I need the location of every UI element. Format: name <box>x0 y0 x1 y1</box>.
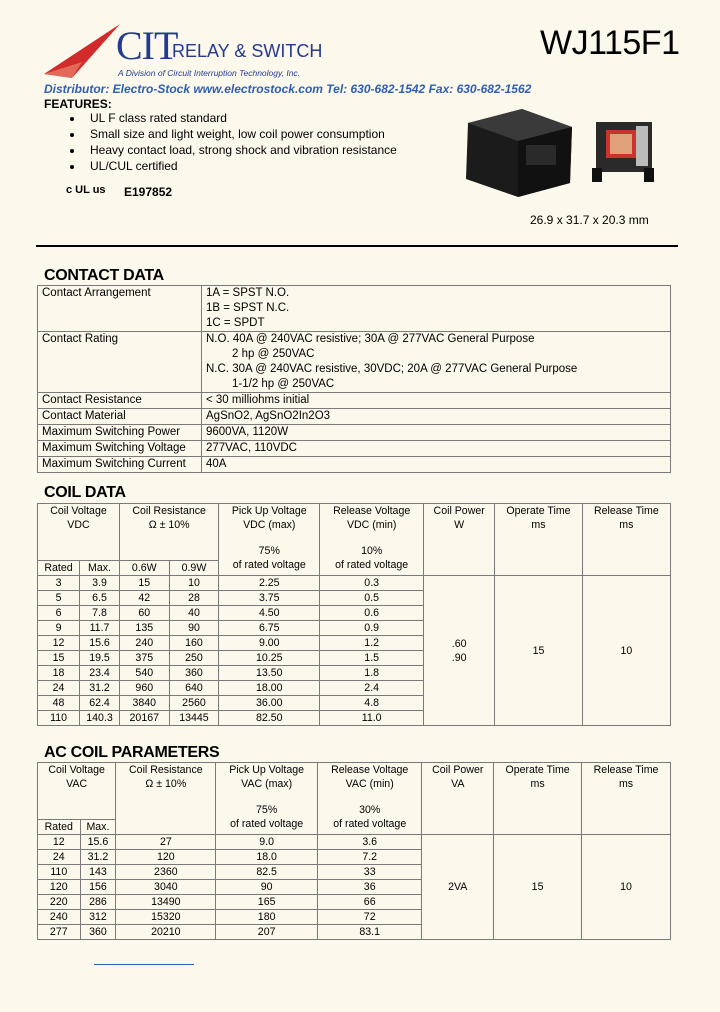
table-cell: 0.9 <box>320 621 424 636</box>
table-cell: 120 <box>38 880 81 895</box>
footer-link-line <box>94 964 194 965</box>
ac-table-body <box>38 835 671 940</box>
table-row <box>38 441 671 457</box>
cell-line: 2VA <box>448 881 468 893</box>
table-cell: 277VAC, 110VDC <box>202 441 671 457</box>
header-line: Operate Time <box>506 505 571 517</box>
table-cell: 31.2 <box>80 681 120 696</box>
table-cell: 360 <box>169 666 219 681</box>
table-row <box>38 393 671 409</box>
table-cell: 48 <box>38 696 80 711</box>
table-cell: 286 <box>80 895 116 910</box>
table-cell: 9600VA, 1120W <box>202 425 671 441</box>
table-row <box>38 425 671 441</box>
table-cell: 36.00 <box>219 696 320 711</box>
table-cell: 12 <box>38 636 80 651</box>
operate-time-cell <box>494 835 582 940</box>
header-line: VAC (max) <box>241 778 293 790</box>
coil-table-body <box>38 576 671 726</box>
table-cell: 3 <box>38 576 80 591</box>
table-cell: 40 <box>169 606 219 621</box>
table-cell: Contact Rating <box>38 332 202 393</box>
table-cell: 110 <box>38 711 80 726</box>
header-line: Coil Resistance <box>132 505 206 517</box>
table-cell: 72 <box>317 910 422 925</box>
header-cell <box>219 504 320 576</box>
table-cell: 20210 <box>116 925 216 940</box>
logo-swoosh <box>42 22 122 80</box>
table-cell: 3.6 <box>317 835 422 850</box>
logo-brand-rest: RELAY & SWITCH <box>172 41 323 61</box>
table-cell: 33 <box>317 865 422 880</box>
table-row <box>38 457 671 473</box>
header-cell: Rated <box>38 820 81 835</box>
header-cell <box>422 763 494 835</box>
header-line: VDC (min) <box>346 519 397 531</box>
table-cell: 83.1 <box>317 925 422 940</box>
contact-data-table <box>37 285 671 473</box>
table-cell: 15320 <box>116 910 216 925</box>
header-line: Coil Voltage <box>50 505 107 517</box>
header-line: ms <box>618 778 634 790</box>
table-row <box>38 332 671 393</box>
header-line: ms <box>530 778 545 790</box>
header-cell <box>38 504 120 561</box>
table-cell: 360 <box>80 925 116 940</box>
release-time-cell <box>582 835 671 940</box>
table-cell: 40A <box>202 457 671 473</box>
table-cell: 3.9 <box>80 576 120 591</box>
table-cell <box>202 332 671 393</box>
table-cell: 19.5 <box>80 651 120 666</box>
header-cell <box>582 763 671 835</box>
coil-data-title: COIL DATA <box>44 484 126 501</box>
table-cell: 120 <box>116 850 216 865</box>
contact-data-title: CONTACT DATA <box>44 267 164 284</box>
table-cell: 23.4 <box>80 666 120 681</box>
header-line: of rated voltage <box>230 818 304 830</box>
table-cell: 90 <box>216 880 318 895</box>
table-cell: 0.3 <box>320 576 424 591</box>
coil-power-cell <box>424 576 495 726</box>
header-line: ms <box>619 519 634 531</box>
table-cell: 1.2 <box>320 636 424 651</box>
dimensions: 26.9 x 31.7 x 20.3 mm <box>530 213 649 227</box>
table-cell: Maximum Switching Power <box>38 425 202 441</box>
table-cell: AgSnO2, AgSnO2In2O3 <box>202 409 671 425</box>
header-cell: Max. <box>80 820 116 835</box>
cell-line: 15 <box>531 881 544 893</box>
cell-line: .60 <box>451 637 467 650</box>
table-cell: 5 <box>38 591 80 606</box>
table-cell: 11.0 <box>320 711 424 726</box>
distributor-line: Distributor: Electro-Stock www.electrostock.com Tel: 630-682-1542 Fax: 630-682-1562 <box>44 82 532 96</box>
part-number: WJ115F1 <box>540 24 680 62</box>
table-cell: 20167 <box>119 711 169 726</box>
table-row <box>38 409 671 425</box>
table-cell: 375 <box>119 651 169 666</box>
table-cell: 42 <box>119 591 169 606</box>
header-line: VA <box>451 778 465 790</box>
table-cell: 2360 <box>116 865 216 880</box>
table-cell: 160 <box>169 636 219 651</box>
table-cell: 960 <box>119 681 169 696</box>
table-cell: 9.00 <box>219 636 320 651</box>
header-cell: 0.9W <box>169 561 219 576</box>
header-line: Coil Power <box>432 764 484 776</box>
ul-certification-mark: c UL us <box>66 184 106 196</box>
table-cell: 7.2 <box>317 850 422 865</box>
table-cell: 11.7 <box>80 621 120 636</box>
header-line: W <box>454 519 465 531</box>
table-cell: 1.5 <box>320 651 424 666</box>
ul-file-number: E197852 <box>124 185 173 199</box>
table-cell: 0.6 <box>320 606 424 621</box>
header-line: Ω ± 10% <box>148 519 190 531</box>
table-cell: 60 <box>119 606 169 621</box>
header-cell <box>495 504 582 576</box>
table-header-row <box>38 763 671 820</box>
header-line: Ω ± 10% <box>145 778 187 790</box>
table-cell: 12 <box>38 835 81 850</box>
header-line: Coil Resistance <box>129 764 203 776</box>
table-cell: 0.5 <box>320 591 424 606</box>
table-cell: 27 <box>116 835 216 850</box>
header-cell <box>317 763 422 835</box>
feature-item: • UL F class rated standard <box>84 110 397 126</box>
table-cell: 90 <box>169 621 219 636</box>
table-row <box>38 576 671 591</box>
table-cell: 3040 <box>116 880 216 895</box>
relay-photo-black <box>460 105 580 200</box>
cell-line: 1A = SPST N.O. <box>206 287 290 299</box>
header-line: Release Voltage <box>331 764 409 776</box>
table-cell: Maximum Switching Current <box>38 457 202 473</box>
header-cell <box>582 504 670 576</box>
table-cell: 240 <box>38 910 81 925</box>
header-cell <box>320 504 424 576</box>
table-cell: 540 <box>119 666 169 681</box>
table-cell: 7.8 <box>80 606 120 621</box>
table-cell: 28 <box>169 591 219 606</box>
header-line: Pick Up Voltage <box>229 764 305 776</box>
header-line: of rated voltage <box>232 559 306 571</box>
table-cell: 15 <box>38 651 80 666</box>
table-cell: Maximum Switching Voltage <box>38 441 202 457</box>
header-line: VDC <box>67 519 90 531</box>
header-line: Pick Up Voltage <box>231 505 307 517</box>
table-cell: 110 <box>38 865 81 880</box>
features-list <box>44 110 397 174</box>
table-cell: 640 <box>169 681 219 696</box>
header-cell: Rated <box>38 561 80 576</box>
table-cell: 62.4 <box>80 696 120 711</box>
cell-line: 2 hp @ 250VAC <box>232 348 315 360</box>
table-cell: 18.00 <box>219 681 320 696</box>
cell-line: .90 <box>451 651 467 664</box>
header-line: VDC (max) <box>243 519 296 531</box>
table-cell: 10 <box>169 576 219 591</box>
table-cell: 31.2 <box>80 850 116 865</box>
features-heading: FEATURES: <box>44 97 112 111</box>
header-line: 75% <box>256 804 278 816</box>
table-cell: 135 <box>119 621 169 636</box>
table-cell: 66 <box>317 895 422 910</box>
header-line: ms <box>531 519 546 531</box>
ac-coil-title: AC COIL PARAMETERS <box>44 744 220 761</box>
header-line: VAC <box>66 778 88 790</box>
header-line: Coil Power <box>433 505 485 517</box>
table-cell: 36 <box>317 880 422 895</box>
feature-item: • UL/CUL certified <box>84 158 397 174</box>
header-line: 30% <box>359 804 381 816</box>
table-cell: 6.5 <box>80 591 120 606</box>
table-cell: 18.0 <box>216 850 318 865</box>
table-cell: 13.50 <box>219 666 320 681</box>
feature-item: • Heavy contact load, strong shock and vibration resistance <box>84 142 397 158</box>
header-line: Release Time <box>593 764 659 776</box>
table-cell: 4.8 <box>320 696 424 711</box>
table-cell: 15.6 <box>80 835 116 850</box>
table-cell: 15 <box>119 576 169 591</box>
cell-line: 1B = SPST N.C. <box>206 302 290 314</box>
table-cell: 312 <box>80 910 116 925</box>
header-cell: 0.6W <box>119 561 169 576</box>
table-cell: 2.4 <box>320 681 424 696</box>
header-line: Operate Time <box>505 764 570 776</box>
table-cell: Contact Arrangement <box>38 286 202 332</box>
table-cell: 3.75 <box>219 591 320 606</box>
cell-line: 15 <box>532 644 545 657</box>
table-cell: < 30 milliohms initial <box>202 393 671 409</box>
table-cell: 24 <box>38 681 80 696</box>
table-cell: 24 <box>38 850 81 865</box>
header-cell <box>116 763 216 835</box>
logo-subtitle: A Division of Circuit Interruption Technology, Inc. <box>118 68 301 78</box>
table-cell: 13445 <box>169 711 219 726</box>
header-line: of rated voltage <box>333 818 407 830</box>
table-cell: Contact Resistance <box>38 393 202 409</box>
cell-line: N.C. 30A @ 240VAC resistive, 30VDC; 20A @ 277VAC General Purpose <box>206 363 578 375</box>
cell-line: 1-1/2 hp @ 250VAC <box>232 378 335 390</box>
table-cell: 143 <box>80 865 116 880</box>
table-header-row <box>38 504 671 561</box>
coil-data-table <box>37 503 671 726</box>
cell-line: 10 <box>620 881 632 893</box>
table-cell: 13490 <box>116 895 216 910</box>
header-line: Coil Voltage <box>48 764 105 776</box>
cell-line: 1C = SPDT <box>206 317 265 329</box>
header-line: 75% <box>258 545 280 557</box>
table-cell: 82.50 <box>219 711 320 726</box>
divider <box>36 245 678 247</box>
table-cell: Contact Material <box>38 409 202 425</box>
table-cell: 18 <box>38 666 80 681</box>
ac-coil-table <box>37 762 671 940</box>
table-row <box>38 835 671 850</box>
operate-time-cell <box>495 576 582 726</box>
feature-item: • Small size and light weight, low coil power consumption <box>84 126 397 142</box>
table-cell: 2.25 <box>219 576 320 591</box>
coil-power-cell <box>422 835 494 940</box>
table-cell: 165 <box>216 895 318 910</box>
header-cell <box>494 763 582 835</box>
cell-line: N.O. 40A @ 240VAC resistive; 30A @ 277VAC General Purpose <box>206 333 535 345</box>
table-cell: 277 <box>38 925 81 940</box>
header-line: of rated voltage <box>335 559 409 571</box>
header-line: 10% <box>361 545 383 557</box>
header-cell <box>119 504 218 561</box>
table-cell: 156 <box>80 880 116 895</box>
cell-line: 10 <box>620 644 633 657</box>
table-cell: 9 <box>38 621 80 636</box>
header-cell: Max. <box>80 561 120 576</box>
table-cell: 4.50 <box>219 606 320 621</box>
table-cell <box>202 286 671 332</box>
header-cell <box>424 504 495 576</box>
table-cell: 6.75 <box>219 621 320 636</box>
header-cell <box>216 763 318 835</box>
header-line: VAC (min) <box>345 778 394 790</box>
table-cell: 240 <box>119 636 169 651</box>
table-cell: 9.0 <box>216 835 318 850</box>
logo-brand: CIT <box>116 23 178 68</box>
header-line: Release Time <box>593 505 659 517</box>
table-cell: 15.6 <box>80 636 120 651</box>
table-cell: 10.25 <box>219 651 320 666</box>
header-line: Release Voltage <box>333 505 411 517</box>
table-cell: 6 <box>38 606 80 621</box>
table-row <box>38 286 671 332</box>
table-cell: 180 <box>216 910 318 925</box>
table-cell: 3840 <box>119 696 169 711</box>
header-cell <box>38 763 116 820</box>
table-cell: 207 <box>216 925 318 940</box>
table-cell: 1.8 <box>320 666 424 681</box>
table-cell: 140.3 <box>80 711 120 726</box>
relay-photo-open <box>588 110 668 190</box>
release-time-cell <box>582 576 670 726</box>
table-cell: 82.5 <box>216 865 318 880</box>
table-cell: 250 <box>169 651 219 666</box>
table-cell: 220 <box>38 895 81 910</box>
table-cell: 2560 <box>169 696 219 711</box>
